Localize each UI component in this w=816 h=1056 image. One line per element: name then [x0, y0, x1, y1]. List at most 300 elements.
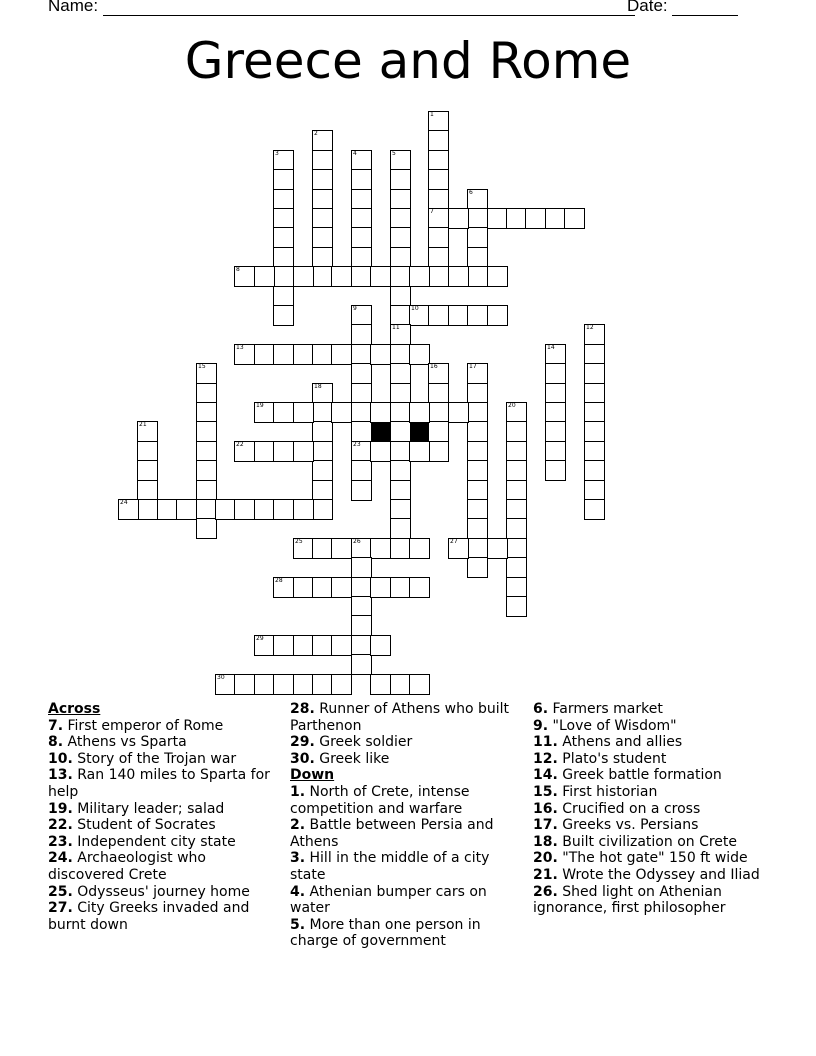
grid-cell[interactable] — [545, 460, 566, 481]
grid-cell[interactable] — [254, 441, 275, 462]
grid-cell[interactable] — [390, 499, 411, 520]
clue-number: 10 — [411, 305, 419, 312]
grid-cell[interactable] — [467, 208, 488, 229]
grid-cell[interactable] — [428, 421, 449, 442]
grid-cell[interactable] — [196, 518, 217, 539]
clue-text: Wrote the Odyssey and Iliad — [557, 866, 760, 883]
clue-number: 18. — [533, 833, 558, 850]
grid-cell[interactable] — [331, 577, 352, 598]
grid-cell[interactable] — [234, 674, 255, 695]
grid-cell[interactable] — [584, 402, 605, 423]
grid-cell[interactable] — [584, 383, 605, 404]
grid-cell[interactable] — [545, 383, 566, 404]
grid-cell[interactable] — [312, 150, 333, 171]
clue-item — [533, 751, 769, 768]
clue-number: 26. — [533, 883, 558, 900]
grid-cell[interactable] — [467, 363, 488, 384]
grid-cell[interactable] — [584, 460, 605, 481]
grid-cell[interactable] — [390, 344, 411, 365]
grid-cell[interactable] — [390, 421, 411, 442]
clue-text: "Love of Wisdom" — [548, 717, 677, 734]
clue-text: Battle between Persia and Athens — [290, 817, 494, 850]
grid-cell[interactable] — [351, 344, 372, 365]
grid-cell[interactable] — [390, 518, 411, 539]
clue-item — [290, 701, 526, 734]
grid-cell[interactable] — [273, 499, 294, 520]
grid-cell[interactable] — [351, 189, 372, 210]
grid-cell[interactable] — [312, 344, 333, 365]
grid-cell[interactable] — [351, 538, 372, 559]
clue-text: Student of Socrates — [72, 817, 216, 834]
grid-cell[interactable] — [254, 266, 275, 287]
grid-cell[interactable] — [312, 208, 333, 229]
grid-cell[interactable] — [312, 227, 333, 248]
grid-cell[interactable] — [312, 635, 333, 656]
clue-text: Plato's student — [557, 750, 667, 767]
grid-cell[interactable] — [467, 480, 488, 501]
clue-number: 22. — [48, 817, 73, 834]
grid-cell[interactable] — [390, 402, 411, 423]
clue-item — [533, 834, 769, 851]
grid-cell[interactable] — [428, 169, 449, 190]
grid-cell[interactable] — [351, 441, 372, 462]
grid-cell[interactable] — [293, 674, 314, 695]
clue-number: 11 — [392, 324, 400, 331]
grid-cell[interactable] — [390, 189, 411, 210]
grid-cell[interactable] — [312, 189, 333, 210]
grid-cell[interactable] — [467, 383, 488, 404]
grid-cell[interactable] — [428, 189, 449, 210]
clue-text: Archaeologist who discovered Crete — [48, 850, 206, 883]
grid-cell[interactable] — [467, 402, 488, 423]
grid-cell[interactable] — [351, 150, 372, 171]
grid-cell[interactable] — [370, 538, 391, 559]
grid-cell[interactable] — [467, 305, 488, 326]
grid-cell[interactable] — [196, 402, 217, 423]
grid-cell[interactable] — [584, 480, 605, 501]
clue-number: 29 — [256, 635, 264, 642]
grid-cell[interactable] — [273, 674, 294, 695]
grid-cell[interactable] — [273, 169, 294, 190]
clue-text: North of Crete, intense competition and warfare — [290, 783, 470, 817]
clue-item — [533, 784, 769, 801]
grid-cell[interactable] — [428, 441, 449, 462]
clue-item — [48, 751, 284, 768]
grid-cell[interactable] — [351, 208, 372, 229]
grid-cell[interactable] — [390, 363, 411, 384]
grid-cell[interactable] — [506, 460, 527, 481]
grid-cell[interactable] — [545, 441, 566, 462]
clue-number: 8. — [48, 734, 64, 751]
grid-cell[interactable] — [196, 363, 217, 384]
grid-cell[interactable] — [351, 402, 372, 423]
grid-cell[interactable] — [448, 305, 469, 326]
clue-number: 11. — [533, 734, 558, 751]
grid-cell[interactable] — [506, 518, 527, 539]
grid-cell[interactable] — [254, 499, 275, 520]
grid-cell[interactable] — [293, 266, 314, 287]
grid-cell[interactable] — [351, 383, 372, 404]
grid-cell[interactable] — [293, 635, 314, 656]
clue-text: Odysseus' journey home — [72, 883, 250, 900]
grid-cell[interactable] — [428, 402, 449, 423]
grid-cell[interactable] — [428, 363, 449, 384]
clue-number: 19 — [256, 402, 264, 409]
clue-item — [48, 734, 284, 751]
grid-cell[interactable] — [409, 674, 430, 695]
clue-number: 6 — [469, 189, 473, 196]
grid-cell[interactable] — [487, 266, 508, 287]
clue-number: 24 — [120, 499, 128, 506]
grid-cell[interactable] — [584, 441, 605, 462]
grid-cell[interactable] — [331, 635, 352, 656]
grid-cell[interactable] — [234, 499, 255, 520]
grid-cell[interactable] — [351, 654, 372, 675]
grid-cell[interactable] — [487, 538, 508, 559]
grid-cell[interactable] — [351, 480, 372, 501]
grid-cell[interactable] — [273, 305, 294, 326]
clue-item — [290, 784, 526, 817]
grid-cell[interactable] — [273, 150, 294, 171]
grid-cell[interactable] — [428, 305, 449, 326]
grid-cell[interactable] — [118, 499, 139, 520]
clue-item — [48, 767, 284, 800]
grid-cell[interactable] — [351, 596, 372, 617]
clue-number: 15. — [533, 783, 558, 800]
grid-cell[interactable] — [312, 383, 333, 404]
clue-text: Military leader; salad — [72, 800, 225, 817]
grid-cell[interactable] — [234, 344, 255, 365]
clue-number: 16. — [533, 800, 558, 817]
grid-cell[interactable] — [487, 208, 508, 229]
grid-cell[interactable] — [370, 577, 391, 598]
grid-cell[interactable] — [273, 441, 294, 462]
clue-item — [290, 884, 526, 917]
clue-number: 18 — [314, 383, 322, 390]
clue-number: 3 — [275, 150, 279, 157]
clue-number: 14 — [547, 344, 555, 351]
grid-cell[interactable] — [467, 227, 488, 248]
grid-cell[interactable] — [506, 596, 527, 617]
grid-cell[interactable] — [351, 557, 372, 578]
grid-cell[interactable] — [273, 344, 294, 365]
grid-cell[interactable] — [273, 208, 294, 229]
grid-cell[interactable] — [390, 480, 411, 501]
clue-number: 30. — [290, 750, 315, 767]
grid-cell[interactable] — [428, 111, 449, 132]
clue-text: Greek soldier — [314, 734, 413, 751]
clue-number: 23. — [48, 833, 73, 850]
grid-cell[interactable] — [467, 421, 488, 442]
grid-cell[interactable] — [467, 460, 488, 481]
grid-cell[interactable] — [331, 674, 352, 695]
grid-cell[interactable] — [584, 421, 605, 442]
grid-cell[interactable] — [409, 402, 430, 423]
grid-cell[interactable] — [137, 480, 158, 501]
grid-cell[interactable] — [428, 208, 449, 229]
grid-cell[interactable] — [312, 402, 333, 423]
grid-cell[interactable] — [584, 499, 605, 520]
clue-item — [290, 850, 526, 883]
grid-cell[interactable] — [196, 383, 217, 404]
clue-number: 30 — [217, 674, 225, 681]
clue-text: Runner of Athens who built Parthenon — [290, 701, 510, 734]
clues-column-3 — [533, 701, 769, 917]
grid-block — [370, 421, 391, 442]
grid-cell[interactable] — [467, 266, 488, 287]
grid-cell[interactable] — [312, 499, 333, 520]
grid-cell[interactable] — [312, 266, 333, 287]
grid-cell[interactable] — [351, 247, 372, 268]
clue-number: 2 — [314, 130, 318, 137]
clue-number: 22 — [236, 441, 244, 448]
grid-cell[interactable] — [137, 499, 158, 520]
clue-number: 13. — [48, 767, 73, 784]
grid-cell[interactable] — [370, 344, 391, 365]
grid-cell[interactable] — [351, 363, 372, 384]
grid-cell[interactable] — [157, 499, 178, 520]
grid-cell[interactable] — [312, 674, 333, 695]
grid-cell[interactable] — [196, 480, 217, 501]
grid-cell[interactable] — [351, 305, 372, 326]
grid-cell[interactable] — [312, 130, 333, 151]
clue-number: 24. — [48, 850, 73, 867]
grid-cell[interactable] — [312, 169, 333, 190]
grid-cell[interactable] — [428, 383, 449, 404]
clue-item — [48, 884, 284, 901]
grid-cell[interactable] — [409, 344, 430, 365]
grid-cell[interactable] — [293, 344, 314, 365]
grid-cell[interactable] — [506, 208, 527, 229]
grid-cell[interactable] — [137, 460, 158, 481]
clue-number: 7. — [48, 717, 64, 734]
grid-cell[interactable] — [234, 441, 255, 462]
grid-cell[interactable] — [506, 577, 527, 598]
grid-cell[interactable] — [467, 518, 488, 539]
clue-number: 26 — [353, 538, 361, 545]
grid-cell[interactable] — [448, 266, 469, 287]
clue-text: Athenian bumper cars on water — [290, 883, 487, 917]
clue-item — [533, 867, 769, 884]
grid-cell[interactable] — [273, 286, 294, 307]
grid-cell[interactable] — [467, 189, 488, 210]
grid-cell[interactable] — [584, 344, 605, 365]
grid-cell[interactable] — [196, 499, 217, 520]
grid-cell[interactable] — [409, 305, 430, 326]
clues-column-1 — [48, 701, 284, 933]
clue-number: 25 — [295, 538, 303, 545]
grid-cell[interactable] — [331, 344, 352, 365]
grid-cell[interactable] — [312, 480, 333, 501]
grid-cell[interactable] — [506, 557, 527, 578]
grid-cell[interactable] — [331, 538, 352, 559]
grid-cell[interactable] — [215, 674, 236, 695]
grid-cell[interactable] — [390, 208, 411, 229]
grid-cell[interactable] — [487, 305, 508, 326]
grid-cell[interactable] — [545, 402, 566, 423]
grid-cell[interactable] — [196, 421, 217, 442]
grid-cell[interactable] — [273, 247, 294, 268]
grid-cell[interactable] — [254, 344, 275, 365]
clue-item — [533, 767, 769, 784]
grid-cell[interactable] — [273, 227, 294, 248]
grid-cell[interactable] — [390, 227, 411, 248]
clue-number: 7 — [430, 208, 434, 215]
grid-cell[interactable] — [428, 227, 449, 248]
grid-cell[interactable] — [506, 499, 527, 520]
grid-cell[interactable] — [390, 383, 411, 404]
clue-item — [48, 817, 284, 834]
grid-cell[interactable] — [293, 402, 314, 423]
grid-cell[interactable] — [390, 169, 411, 190]
grid-cell[interactable] — [293, 499, 314, 520]
clues-column-2 — [290, 701, 526, 950]
grid-cell[interactable] — [351, 635, 372, 656]
clue-number: 15 — [198, 363, 206, 370]
clue-number: 8 — [236, 266, 240, 273]
grid-cell[interactable] — [467, 538, 488, 559]
grid-cell[interactable] — [506, 402, 527, 423]
grid-cell[interactable] — [254, 635, 275, 656]
grid-cell[interactable] — [312, 247, 333, 268]
grid-cell[interactable] — [293, 441, 314, 462]
grid-cell[interactable] — [390, 247, 411, 268]
grid-cell[interactable] — [351, 421, 372, 442]
clue-number: 12. — [533, 750, 558, 767]
grid-cell[interactable] — [312, 441, 333, 462]
grid-cell[interactable] — [293, 577, 314, 598]
grid-cell[interactable] — [254, 402, 275, 423]
grid-cell[interactable] — [370, 266, 391, 287]
clue-number: 19. — [48, 800, 73, 817]
grid-cell[interactable] — [137, 421, 158, 442]
grid-cell[interactable] — [390, 305, 411, 326]
grid-cell[interactable] — [137, 441, 158, 462]
grid-cell[interactable] — [428, 150, 449, 171]
grid-cell[interactable] — [409, 577, 430, 598]
grid-cell[interactable] — [370, 674, 391, 695]
grid-cell[interactable] — [525, 208, 546, 229]
grid-cell[interactable] — [409, 441, 430, 462]
clue-number: 27 — [450, 538, 458, 545]
grid-cell[interactable] — [176, 499, 197, 520]
grid-cell[interactable] — [428, 266, 449, 287]
grid-cell[interactable] — [409, 538, 430, 559]
clue-text: Crucified on a cross — [557, 800, 701, 817]
grid-cell[interactable] — [545, 421, 566, 442]
grid-cell[interactable] — [390, 538, 411, 559]
grid-cell[interactable] — [506, 441, 527, 462]
grid-cell[interactable] — [428, 130, 449, 151]
grid-cell[interactable] — [390, 460, 411, 481]
grid-cell[interactable] — [273, 635, 294, 656]
clue-item — [290, 734, 526, 751]
grid-cell[interactable] — [545, 344, 566, 365]
grid-cell[interactable] — [584, 324, 605, 345]
grid-cell[interactable] — [312, 460, 333, 481]
grid-cell[interactable] — [370, 441, 391, 462]
grid-cell[interactable] — [331, 266, 352, 287]
clue-number: 17. — [533, 817, 558, 834]
grid-cell[interactable] — [293, 538, 314, 559]
grid-cell[interactable] — [331, 402, 352, 423]
grid-cell[interactable] — [467, 247, 488, 268]
grid-cell[interactable] — [545, 363, 566, 384]
grid-cell[interactable] — [273, 402, 294, 423]
clue-text: Hill in the middle of a city state — [290, 850, 490, 883]
clue-text: Shed light on Athenian ignorance, first philosopher — [533, 883, 726, 917]
grid-cell[interactable] — [506, 538, 527, 559]
grid-cell[interactable] — [448, 402, 469, 423]
grid-cell[interactable] — [351, 169, 372, 190]
grid-cell[interactable] — [564, 208, 585, 229]
grid-cell[interactable] — [390, 150, 411, 171]
grid-cell[interactable] — [254, 674, 275, 695]
grid-cell[interactable] — [390, 441, 411, 462]
grid-cell[interactable] — [370, 635, 391, 656]
grid-cell[interactable] — [215, 499, 236, 520]
grid-cell[interactable] — [196, 460, 217, 481]
grid-cell[interactable] — [312, 421, 333, 442]
grid-cell[interactable] — [273, 189, 294, 210]
grid-cell[interactable] — [545, 208, 566, 229]
grid-cell[interactable] — [196, 441, 217, 462]
clue-text: Independent city state — [72, 833, 236, 850]
grid-cell[interactable] — [351, 266, 372, 287]
clue-item — [48, 850, 284, 883]
grid-cell[interactable] — [428, 247, 449, 268]
grid-cell[interactable] — [351, 460, 372, 481]
grid-cell[interactable] — [273, 577, 294, 598]
grid-cell[interactable] — [390, 286, 411, 307]
grid-cell[interactable] — [390, 324, 411, 345]
grid-cell[interactable] — [467, 499, 488, 520]
grid-cell[interactable] — [312, 538, 333, 559]
grid-cell[interactable] — [273, 266, 294, 287]
grid-cell[interactable] — [448, 208, 469, 229]
grid-cell[interactable] — [390, 266, 411, 287]
grid-cell[interactable] — [506, 421, 527, 442]
clue-text: Greek like — [314, 750, 390, 767]
clue-item — [533, 884, 769, 917]
clue-number: 1. — [290, 783, 306, 800]
grid-cell[interactable] — [312, 577, 333, 598]
clue-number: 9. — [533, 717, 549, 734]
clue-number: 14. — [533, 767, 558, 784]
clue-number: 5. — [290, 916, 306, 933]
grid-cell[interactable] — [351, 324, 372, 345]
clue-number: 28 — [275, 577, 283, 584]
clue-number: 21 — [139, 421, 147, 428]
grid-cell[interactable] — [409, 266, 430, 287]
clue-item — [290, 817, 526, 850]
grid-cell[interactable] — [351, 227, 372, 248]
clue-item — [48, 900, 284, 933]
grid-cell[interactable] — [370, 402, 391, 423]
clue-number: 23 — [353, 441, 361, 448]
grid-cell[interactable] — [584, 363, 605, 384]
grid-cell[interactable] — [234, 266, 255, 287]
grid-cell[interactable] — [506, 480, 527, 501]
clue-text: Ran 140 miles to Sparta for help — [48, 767, 270, 800]
grid-cell[interactable] — [390, 577, 411, 598]
grid-cell[interactable] — [467, 441, 488, 462]
grid-cell[interactable] — [467, 557, 488, 578]
grid-cell[interactable] — [351, 615, 372, 636]
grid-cell[interactable] — [448, 538, 469, 559]
grid-cell[interactable] — [390, 674, 411, 695]
grid-cell[interactable] — [351, 577, 372, 598]
